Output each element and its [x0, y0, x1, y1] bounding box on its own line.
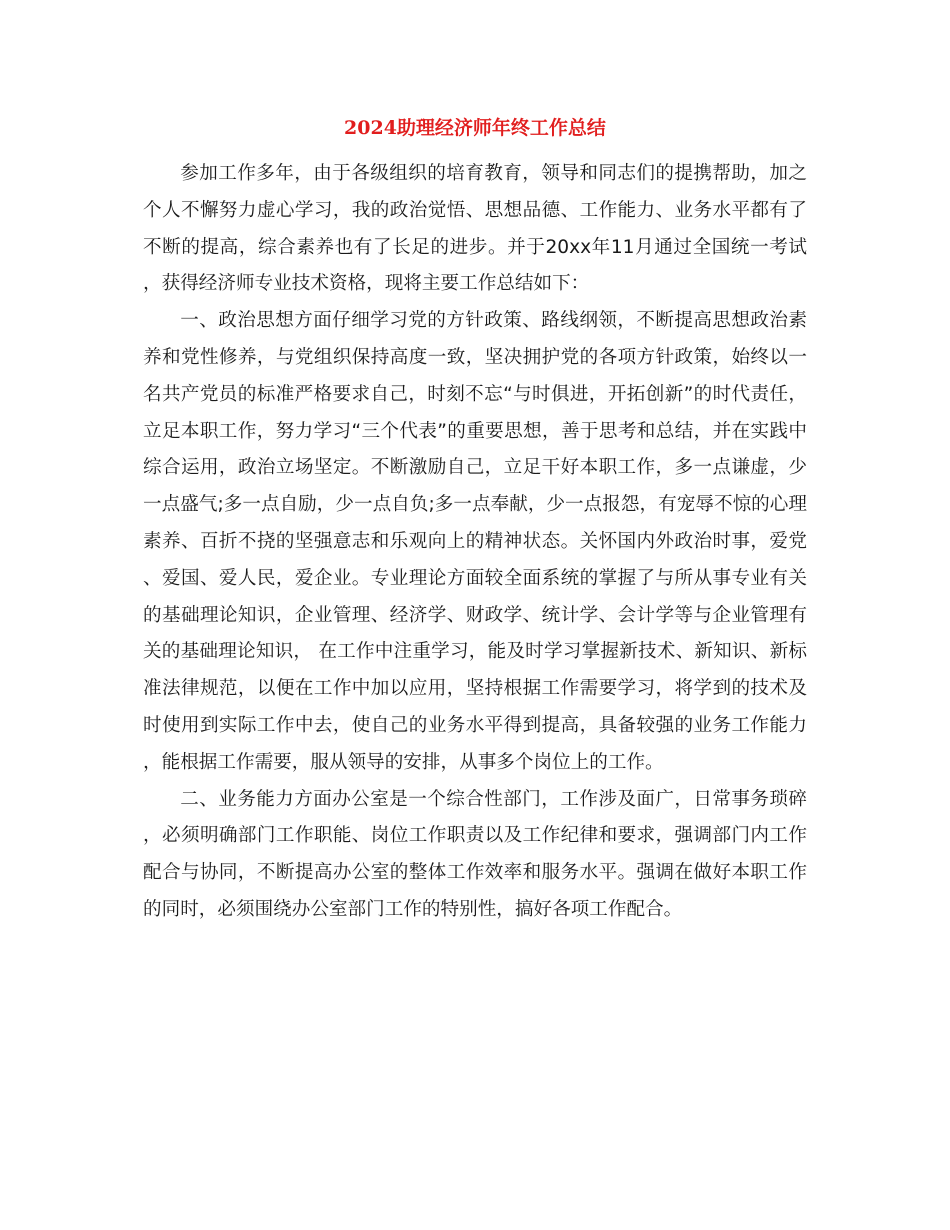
paragraph-political-thought: 一、政治思想方面仔细学习党的方针政策、路线纲领，不断提高思想政治素养和党性修养，与党组织保持高度一致，坚决拥护党的各项方针政策，始终以一名共产党员的标准严格要求自己，时刻不忘“与时俱进，开拓创新”的时代责任，立足本职工作，努力学习“三个代表”的重要思想，善于思考和总结，并在实践中综合运用，政治立场坚定。不断激励自己，立足干好本职工作，多一点谦虚，少一点盛气;多一点自励，少一点自负;多一点奉献，少一点报怨，有宠辱不惊的心理素养、百折不挠的坚强意志和乐观向上的精神状态。关怀国内外政治时事，爱党、爱国、爱人民，爱企业。专业理论方面较全面系统的掌握了与所从事专业有关的基础理论知识，企业管理、经济学、财政学、统计学、会计学等与企业管理有关的基础理论知识， 在工作中注重学习，能及时学习掌握新技术、新知识、新标准法律规范，以便在工作中加以应用，坚持根据工作需要学习，将学到的技术及时使用到实际工作中去，使自己的业务水平得到提高，具备较强的业务工作能力，能根据工作需要，服从领导的安排，从事多个岗位上的工作。: [143, 310, 807, 773]
paragraph-business-ability: 二、业务能力方面办公室是一个综合性部门，工作涉及面广，日常事务琐碎，必须明确部门工作职能、岗位工作职责以及工作纪律和要求，强调部门内工作配合与协同，不断提高办公室的整体工作效率和服务水平。强调在做好本职工作的同时，必须围绕办公室部门工作的特别性，搞好各项工作配合。: [143, 788, 807, 920]
document-body: [143, 156, 807, 929]
paragraph-intro: 参加工作多年，由于各级组织的培育教育，领导和同志们的提携帮助，加之个人不懈努力虚心学习，我的政治觉悟、思想品德、工作能力、业务水平都有了不断的提高，综合素养也有了长足的进步。并于20xx年11月通过全国统一考试，获得经济师专业技术资格，现将主要工作总结如下：: [143, 163, 807, 295]
document-title: 2024助理经济师年终工作总结: [344, 117, 606, 139]
